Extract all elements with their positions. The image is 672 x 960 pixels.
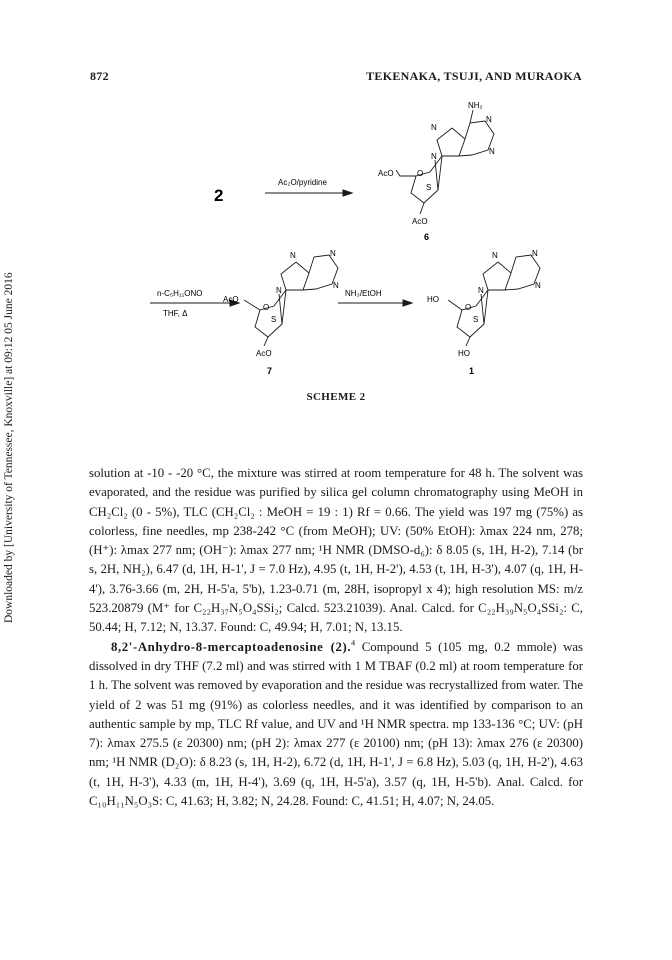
aco-label: AcO [378, 169, 394, 178]
running-head: TEKENAKA, TSUJI, AND MURAOKA [366, 69, 582, 83]
ho-label: HO [427, 295, 439, 304]
aco-label: AcO [256, 349, 272, 358]
scheme-caption: SCHEME 2 [306, 391, 366, 403]
n-label: N [486, 115, 492, 124]
n-label: N [492, 251, 498, 260]
compound-number-1: 1 [469, 366, 475, 376]
n-label: N [290, 251, 296, 260]
n-label: N [535, 281, 541, 290]
o-label: O [417, 169, 424, 178]
page-number: 872 [90, 69, 109, 83]
n-label: N [330, 249, 336, 258]
paragraph-text: Compound 5 (105 mg, 0.2 mmole) was dissolved in dry THF (7.2 ml) and was stirred with 1 M TBAF (0.2 ml) at room temperature for 1 h. The solvent was removed by evaporation and the residue was recrystallized from water. The yield of 2 was 51 mg (91%) as colorless needles, and it was identified by comparison to an authentic sample by mp, TLC Rf value, and UV and ¹H NMR spectra. mp 133-136 °C; UV: (pH 7): λmax 275.5 (ε 20300) nm; (pH 2): λmax 277 (ε 20100) nm; (pH 13): λmax 276 (ε 20300) nm; ¹H NMR (D₂O): δ 8.23 (s, 1H, H-2), 6.72 (d, 1H, H-1', J = 6.8 Hz), 5.03 (q, 1H, H-2'), 4.63 (t, 1H, H-3'), 4.33 (m, 1H, H-4'), 3.69 (q, 1H, H-5'a), 3.57 (q, 1H, H-5'b). Anal. Calcd. for C₁₀H₁₁N₅O₃S: C, 41.63; H, 3.82; N, 24.28. Found: C, 41.51; H, 4.07; N, 24.05. [89, 639, 584, 809]
n-label: N [333, 281, 339, 290]
o-label: O [263, 303, 270, 312]
ho-label: HO [458, 349, 470, 358]
experimental-paragraph: solution at -10 - -20 °C, the mixture was stirred at room temperature for 48 h. The solvent was evaporated, and the residue was purified by silica gel column chromatography using MeOH in CH₂Cl₂ (0 - 5%), TLC (CH₂Cl₂ : MeOH = 19 : 1) Rf = 0.66. The yield was 197 mg (75%) as colorless, fine needles, mp 238-242 °C (from MeOH); UV: (50% EtOH): λmax 224 nm, 278; (H⁺): λmax 277 nm; (OH⁻): λmax 277 nm; ¹H NMR (DMSO-d₆): δ 8.05 (s, 1H, H-2), 7.14 (br s, 2H, NH₂), 6.47 (d, 1H, H-1', J = 7.0 Hz), 4.95 (t, 1H, H-2'), 4.53 (t, 1H, H-3'), 4.07 (q, 1H, H-4'), 3.76-3.66 (m, 2H, H-5'a, 5'b), 1.23-0.71 (m, 28H, isopropyl x 4); high resolution MS: m/z 523.20879 (M⁺ for C₂₂H₃₇N₅O₄SSi₂; Calcd. 523.21039). Anal. Calcd. for C₂₂H₃₉N₅O₄SSi₂: C, 50.44; H, 7.12; N, 13.37. Found: C, 49.94; H, 7.01; N, 13.15. [89, 466, 583, 635]
reagent-acetylation: Ac₂O/pyridine [278, 178, 327, 187]
reference-marker: 4 [351, 638, 356, 648]
s-label: S [426, 183, 432, 192]
s-label: S [473, 315, 479, 324]
n-label: N [489, 147, 495, 156]
reagent-solvent: THF, Δ [163, 309, 188, 318]
aco-label: AcO [223, 295, 239, 304]
compound-number-7: 7 [267, 366, 273, 376]
n-label: N [431, 123, 437, 132]
reaction-scheme [0, 0, 672, 400]
start-compound-number: 2 [214, 186, 224, 205]
nh2-label: NH₂ [468, 101, 483, 110]
compound-heading: 8,2'-Anhydro-8-mercaptoadenosine (2). [111, 639, 352, 654]
o-label: O [465, 303, 472, 312]
experimental-paragraph [89, 638, 583, 812]
n-label: N [431, 152, 437, 161]
compound-number-6: 6 [424, 232, 430, 242]
n-label: N [478, 286, 484, 295]
n-label: N [276, 286, 282, 295]
reagent-nitrite: n-C₅H₁₁ONO [157, 289, 203, 298]
s-label: S [271, 315, 277, 324]
aco-label: AcO [412, 217, 428, 226]
download-watermark: Downloaded by [University of Tennessee, Knoxville] at 09:12 05 June 2016 [3, 272, 15, 623]
reagent-ammonia: NH₃/EtOH [345, 289, 382, 298]
body-text [89, 464, 583, 811]
n-label: N [532, 249, 538, 258]
